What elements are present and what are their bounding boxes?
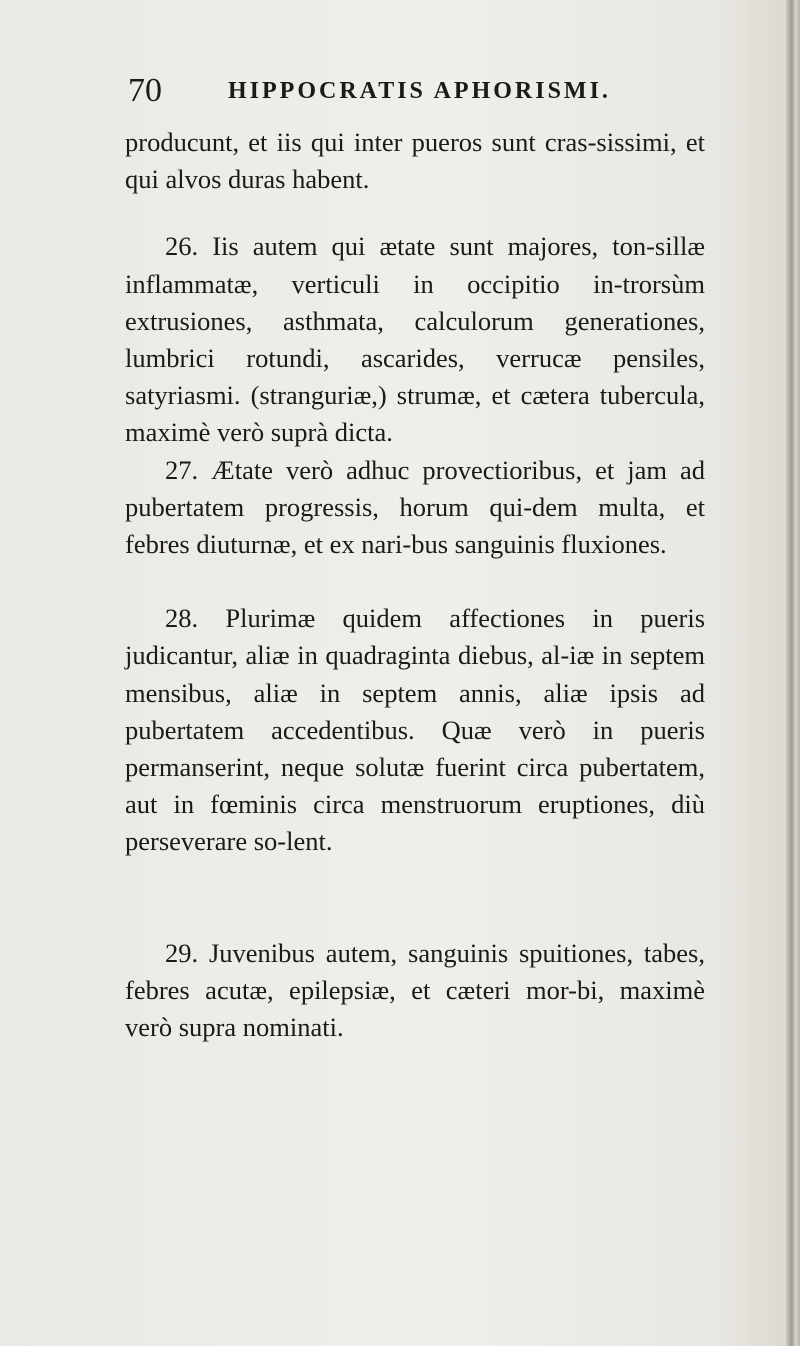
aphorism-number: 29.: [165, 937, 199, 968]
page-edge: [786, 0, 800, 1346]
aphorism-number: 26.: [165, 231, 199, 262]
aphorism-text: Iis autem qui ætate sunt majores, ton-sillæ inflammatæ, verticuli in occipitio in-trorsùm extrusiones, asthmata, calculorum generationes, lumbrici rotundi, ascarides, verrucæ pensiles, satyriasmi. (stranguriæ,) strumæ, et cætera tubercula, maximè verò suprà dicta.: [125, 231, 705, 448]
aphorism-text: Juvenibus autem, sanguinis spuitiones, tabes, febres acutæ, epilepsiæ, et cæteri mor-bi, maximè verò supra nominati.: [125, 937, 705, 1043]
aphorism-text: Ætate verò adhuc provectioribus, et jam ad pubertatem progressis, horum qui-dem multa, et febres diuturnæ, et ex nari-bus sanguinis fluxiones.: [125, 454, 706, 560]
running-title: HIPPOCRATIS APHORISMI.: [228, 78, 611, 104]
running-head: [128, 72, 688, 112]
aphorism-number: 27.: [165, 454, 199, 485]
aphorism-26: [125, 228, 705, 451]
aphorism-28: [125, 600, 705, 860]
aphorism-text: Plurimæ quidem affectiones in pueris judicantur, aliæ in quadraginta diebus, al-iæ in septem mensibus, aliæ in septem annis, aliæ ipsis ad pubertatem accedentibus. Quæ verò in pueris permanserint, neque solutæ fuerint circa pubertatem, aut in fœminis circa menstruorum eruptiones, diù perseverare so-lent.: [125, 603, 706, 857]
aphorism-29: [125, 935, 705, 1047]
aphorism-27: [125, 452, 705, 564]
page-number: 70: [128, 72, 162, 109]
body-text: [125, 124, 705, 1046]
paragraph-text: producunt, et iis qui inter pueros sunt cras-sissimi, et qui alvos duras habent.: [125, 127, 705, 195]
aphorism-number: 28.: [165, 603, 199, 634]
paragraph-continued: [125, 124, 705, 198]
